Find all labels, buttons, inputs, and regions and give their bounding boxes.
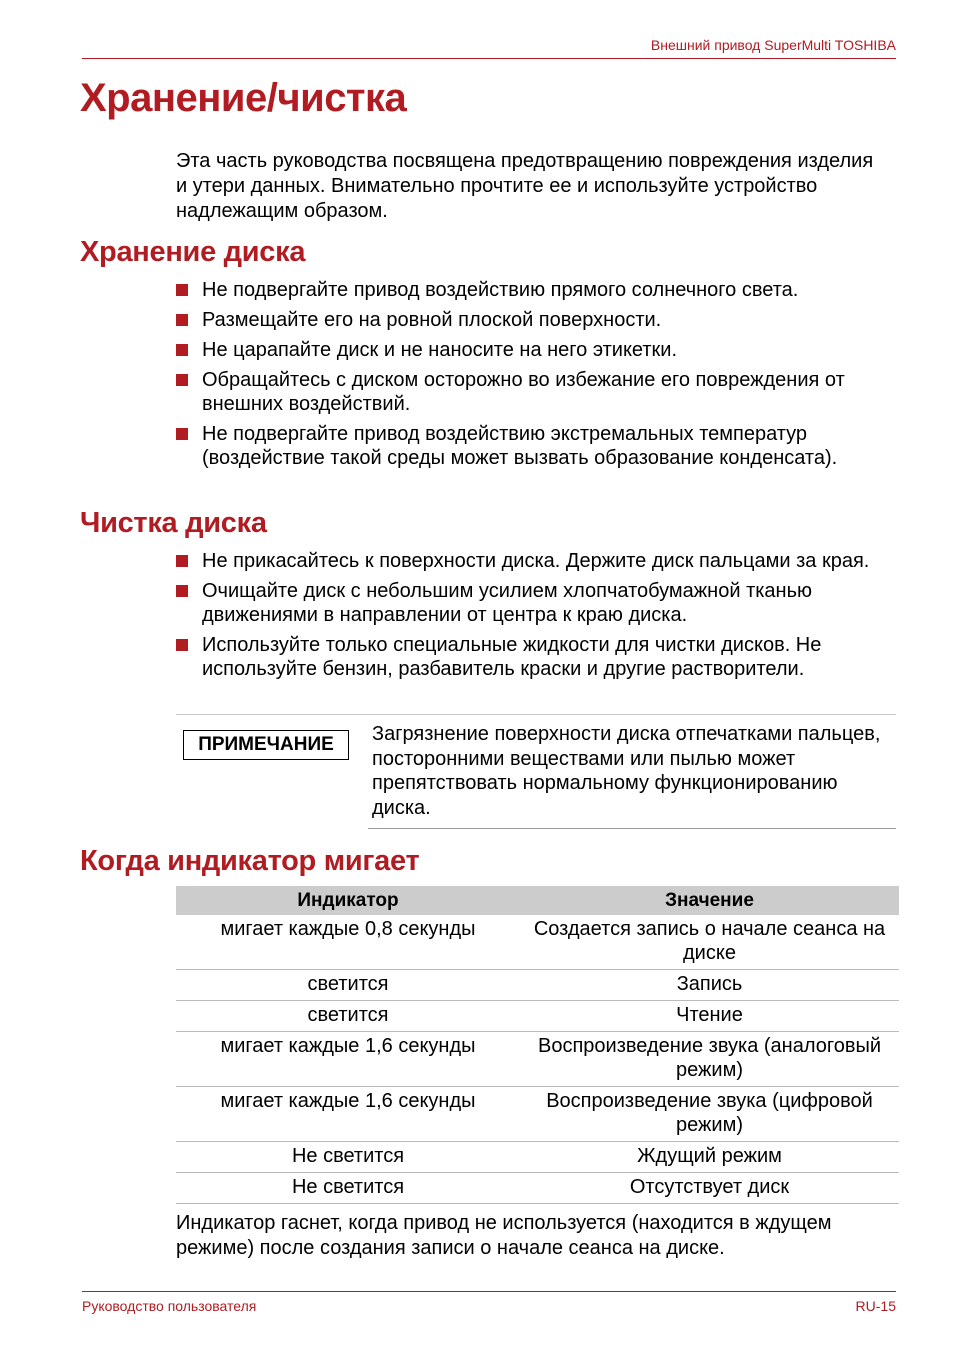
square-bullet-icon — [176, 374, 188, 386]
indicator-heading: Когда индикатор мигает — [80, 845, 420, 877]
list-item — [176, 308, 896, 332]
intro-paragraph: Эта часть руководства посвящена предотвращению повреждения изделия и утери данных. Внимательно прочтите ее и используйте устройство надлежащим образом. — [176, 150, 874, 222]
list-item-text: Используйте только специальные жидкости для чистки дисков. Не используйте бензин, разбавитель краски и другие растворители. — [202, 634, 822, 680]
table-row — [176, 1087, 899, 1142]
list-item-text: Размещайте его на ровной плоской поверхности. — [202, 309, 662, 331]
indicator-cell: мигает каждые 0,8 секунды — [176, 915, 520, 970]
square-bullet-icon — [176, 314, 188, 326]
running-header: Внешний привод SuperMulti TOSHIBA — [650, 37, 896, 53]
note-text: Загрязнение поверхности диска отпечатками пальцев, посторонними веществами или пылью может препятствовать нормальному функционированию диска. — [372, 723, 881, 819]
meaning-cell: Запись — [520, 970, 899, 1001]
list-item-text: Не подвергайте привод воздействию прямого солнечного света. — [202, 279, 799, 301]
list-item — [176, 422, 896, 470]
square-bullet-icon — [176, 555, 188, 567]
closing-paragraph: Индикатор гаснет, когда привод не используется (находится в ждущем режиме) после создания записи о начале сеанса на диске. — [176, 1212, 832, 1259]
storage-heading: Хранение диска — [80, 236, 306, 268]
indicator-cell: мигает каждые 1,6 секунды — [176, 1087, 520, 1142]
list-item — [176, 368, 896, 416]
page-number: RU-15 — [855, 1298, 896, 1314]
indicator-cell: Не светится — [176, 1142, 520, 1173]
list-item-text: Не царапайте диск и не наносите на него этикетки. — [202, 339, 678, 361]
indicator-cell: мигает каждые 1,6 секунды — [176, 1032, 520, 1087]
list-item-text: Очищайте диск с небольшим усилием хлопчатобумажной тканью движениями в направлении от центра к краю диска. — [202, 580, 813, 626]
cleaning-list — [176, 549, 896, 687]
list-item — [176, 633, 896, 681]
meaning-cell: Чтение — [520, 1001, 899, 1032]
square-bullet-icon — [176, 344, 188, 356]
footer-manual-title: Руководство пользователя — [82, 1298, 257, 1314]
storage-list — [176, 278, 896, 476]
table-row — [176, 970, 899, 1001]
meaning-cell: Воспроизведение звука (аналоговый режим) — [520, 1032, 899, 1087]
footer-divider — [82, 1291, 896, 1292]
column-header-meaning: Значение — [520, 886, 899, 915]
list-item-text: Не прикасайтесь к поверхности диска. Держите диск пальцами за края. — [202, 550, 870, 572]
table-row — [176, 1173, 899, 1204]
list-item-text: Обращайтесь с диском осторожно во избежание его повреждения от внешних воздействий. — [202, 369, 845, 415]
indicator-table — [176, 886, 899, 1204]
column-header-indicator: Индикатор — [176, 886, 520, 915]
square-bullet-icon — [176, 639, 188, 651]
header-divider — [82, 58, 896, 59]
note-top-divider — [176, 714, 896, 715]
square-bullet-icon — [176, 428, 188, 440]
list-item-text: Не подвергайте привод воздействию экстремальных температур (воздействие такой среды может вызвать образование конденсата). — [202, 423, 838, 469]
meaning-cell: Ждущий режим — [520, 1142, 899, 1173]
meaning-cell: Воспроизведение звука (цифровой режим) — [520, 1087, 899, 1142]
list-item — [176, 579, 896, 627]
note-label: ПРИМЕЧАНИЕ — [183, 730, 349, 760]
indicator-cell: светится — [176, 1001, 520, 1032]
indicator-cell: Не светится — [176, 1173, 520, 1204]
square-bullet-icon — [176, 585, 188, 597]
meaning-cell: Отсутствует диск — [520, 1173, 899, 1204]
page-title: Хранение/чистка — [80, 76, 407, 120]
indicator-cell: светится — [176, 970, 520, 1001]
table-row — [176, 1032, 899, 1087]
list-item — [176, 338, 896, 362]
table-row — [176, 1142, 899, 1173]
list-item — [176, 278, 896, 302]
square-bullet-icon — [176, 284, 188, 296]
table-header-row — [176, 886, 899, 915]
table-row — [176, 915, 899, 970]
meaning-cell: Создается запись о начале сеанса на диске — [520, 915, 899, 970]
list-item — [176, 549, 896, 573]
cleaning-heading: Чистка диска — [80, 507, 267, 539]
table-row — [176, 1001, 899, 1032]
note-bottom-divider — [368, 828, 896, 829]
